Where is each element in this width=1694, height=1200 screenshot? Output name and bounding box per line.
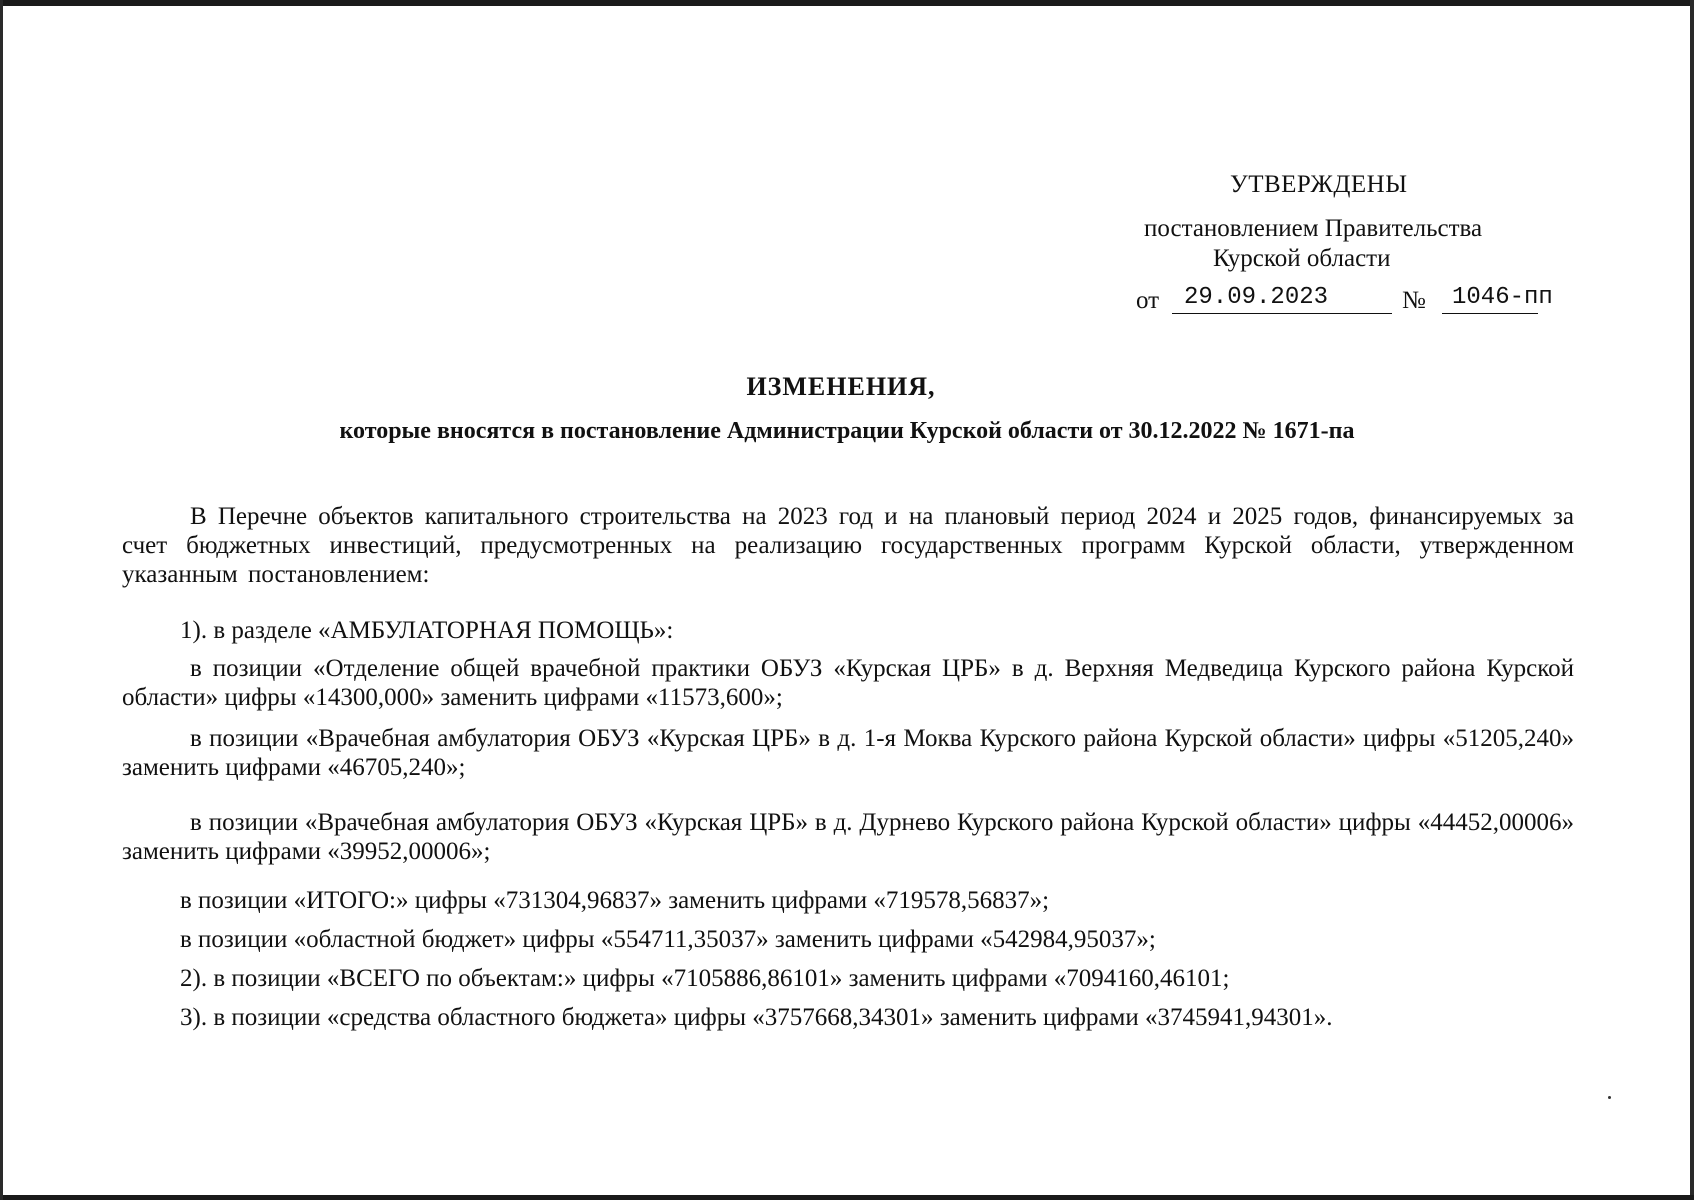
approval-date-field: 29.09.2023: [1172, 282, 1392, 314]
date-prefix-label: от: [1136, 287, 1160, 314]
item-1-position-2: в позиции «Врачебная амбулатория ОБУЗ «Курская ЦРБ» в д. 1-я Моква Курского района Курской области» цифры «51205,240» заменить цифрами «46705,240»;: [122, 725, 1574, 781]
scan-border-top: [0, 0, 1694, 6]
item-1-total: в позиции «ИТОГО:» цифры «731304,96837» заменить цифрами «719578,56837»;: [180, 887, 1050, 914]
item-1-position-1: в позиции «Отделение общей врачебной практики ОБУЗ «Курская ЦРБ» в д. Верхняя Медведица Курского района Курской области» цифры «14300,000» заменить цифрами «11573,600»;: [122, 655, 1574, 711]
item-3: 3). в позиции «средства областного бюджета» цифры «3757668,34301» заменить цифрами «3745941,94301».: [180, 1004, 1333, 1031]
intro-paragraph: В Перечне объектов капитального строительства на 2023 год и на плановый период 2024 и 2025 годов, финансируемых за счет бюджетных инвестиций, предусмотренных на реализацию государственных программ Курской области, утвержденном указанным постановлением:: [122, 503, 1574, 588]
scan-border-right: [1690, 0, 1694, 1200]
item-1-position-3: в позиции «Врачебная амбулатория ОБУЗ «Курская ЦРБ» в д. Дурнево Курского района Курской области» цифры «44452,00006» заменить цифрами «39952,00006»;: [122, 809, 1574, 865]
scan-speck: [1608, 1096, 1611, 1099]
document-subtitle: которые вносятся в постановление Администрации Курской области от 30.12.2022 № 1671-па: [339, 418, 1355, 444]
approval-title: УТВЕРЖДЕНЫ: [1230, 171, 1408, 198]
item-1-header: 1). в разделе «АМБУЛАТОРНАЯ ПОМОЩЬ»:: [180, 617, 674, 644]
item-1-regional-budget: в позиции «областной бюджет» цифры «554711,35037» заменить цифрами «542984,95037»;: [180, 926, 1156, 953]
number-prefix-label: №: [1402, 287, 1426, 314]
approval-issuer: постановлением Правительства: [1144, 215, 1483, 242]
scan-border-bottom: [0, 1195, 1694, 1200]
approval-region: Курской области: [1213, 245, 1391, 272]
approval-number-field: 1046-пп: [1442, 282, 1538, 314]
item-2: 2). в позиции «ВСЕГО по объектам:» цифры «7105886,86101» заменить цифрами «7094160,46101;: [180, 965, 1230, 992]
approval-date-number-row: [1136, 282, 1556, 318]
scan-border-left: [0, 0, 3, 1200]
document-title: ИЗМЕНЕНИЯ,: [746, 372, 936, 401]
